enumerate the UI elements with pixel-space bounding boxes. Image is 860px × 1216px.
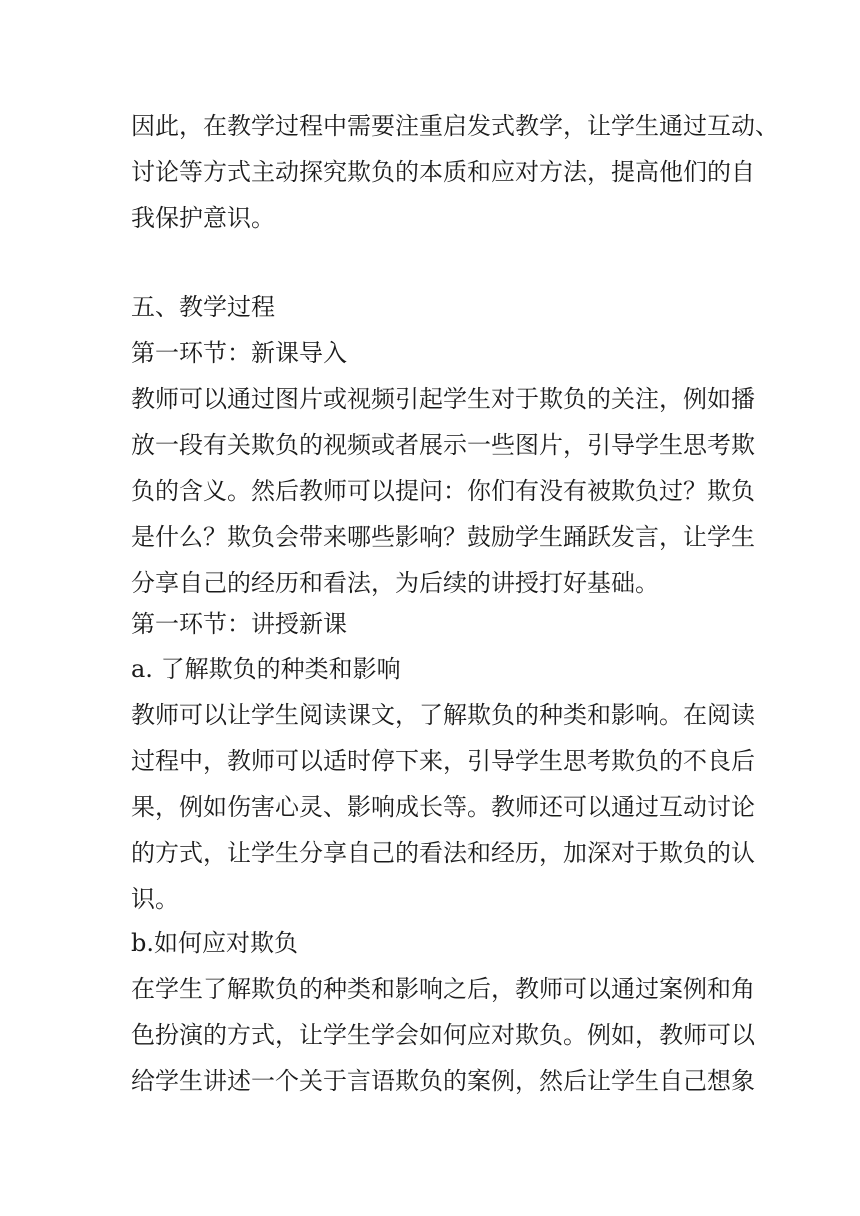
paragraph-line: 我保护意识。 [131,204,275,232]
paragraph-line: 给学生讲述一个关于言语欺负的案例，然后让学生自己想象 [131,1067,755,1095]
paragraph-line: 教师可以让学生阅读课文，了解欺负的种类和影响。在阅读 [131,701,755,729]
paragraph-line: 教师可以通过图片或视频引起学生对于欺负的关注，例如播 [131,385,755,413]
paragraph-line: 放一段有关欺负的视频或者展示一些图片，引导学生思考欺 [131,431,755,459]
paragraph-line: 的方式，让学生分享自己的看法和经历，加深对于欺负的认 [131,839,755,867]
paragraph-line: 识。 [131,885,179,913]
paragraph-line: 因此，在教学过程中需要注重启发式教学，让学生通过互动、 [131,112,779,140]
section-heading: 五、教学过程 [131,293,275,321]
subsection-heading: 第一环节：新课导入 [131,339,347,367]
paragraph-line: 过程中，教师可以适时停下来，引导学生思考欺负的不良后 [131,747,755,775]
subsection-heading: 第一环节：讲授新课 [131,610,347,638]
list-item-heading: b.如何应对欺负 [131,929,298,957]
paragraph-line: 负的含义。然后教师可以提问：你们有没有被欺负过？欺负 [131,477,755,505]
paragraph-line: 色扮演的方式，让学生学会如何应对欺负。例如，教师可以 [131,1021,755,1049]
paragraph-line: 是什么？欺负会带来哪些影响？鼓励学生踊跃发言，让学生 [131,523,755,551]
paragraph-line: 在学生了解欺负的种类和影响之后，教师可以通过案例和角 [131,975,755,1003]
list-item-heading: a. 了解欺负的种类和影响 [131,655,401,683]
paragraph-line: 分享自己的经历和看法，为后续的讲授打好基础。 [131,569,659,597]
paragraph-line: 讨论等方式主动探究欺负的本质和应对方法，提高他们的自 [131,158,755,186]
paragraph-line: 果，例如伤害心灵、影响成长等。教师还可以通过互动讨论 [131,793,755,821]
